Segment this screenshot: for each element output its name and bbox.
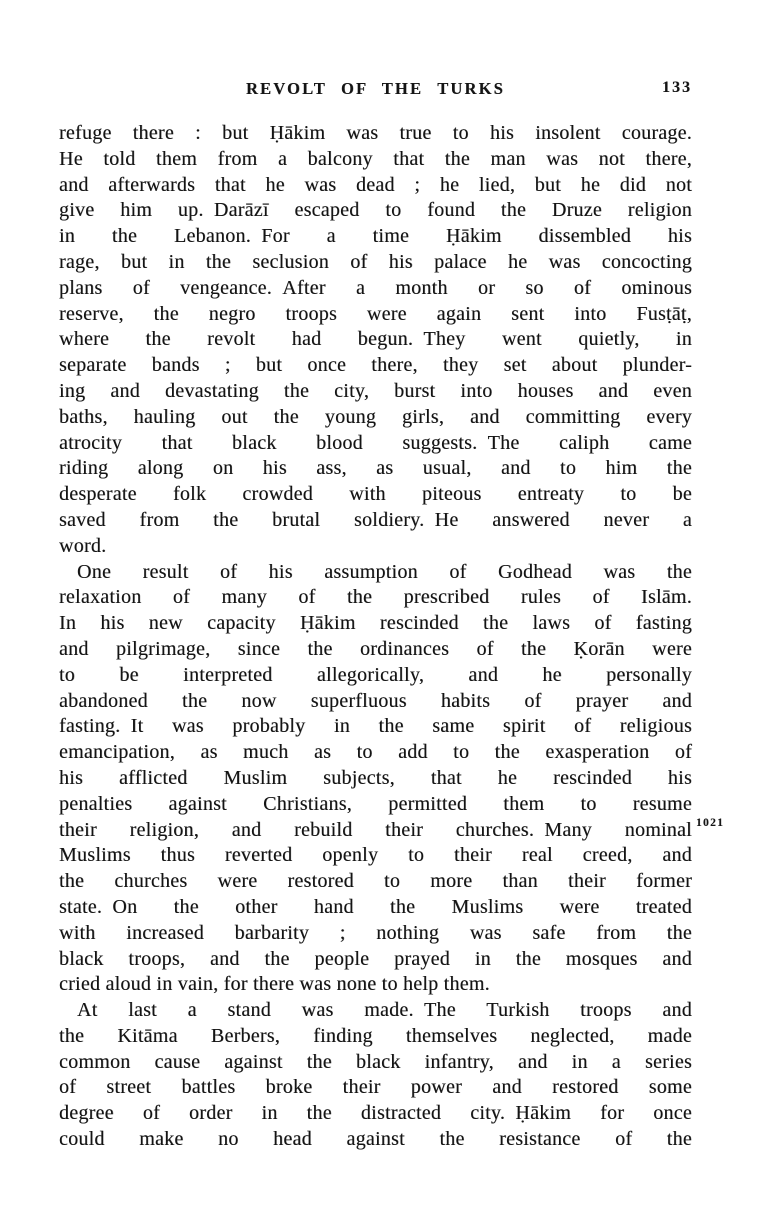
body-line: fasting. It was probably in the same spirit of religious (59, 715, 692, 738)
body-line: black troops, and the people prayed in the mosques and (59, 947, 692, 970)
body-line: He told them from a balcony that the man was not there, (59, 147, 692, 170)
body-line: abandoned the now superfluous habits of prayer and (59, 689, 692, 712)
page-body (59, 121, 692, 1153)
body-line: his afflicted Muslim subjects, that he rescinded his (59, 766, 692, 789)
page-number: 133 (662, 79, 692, 96)
body-line: relaxation of many of the prescribed rules of Islām. (59, 586, 692, 609)
body-line: the churches were restored to more than their former (59, 870, 692, 893)
body-line: emancipation, as much as to add to the exasperation of (59, 741, 692, 764)
body-line: of street battles broke their power and restored some (59, 1076, 692, 1099)
page-header-title: REVOLT OF THE TURKS (245, 79, 506, 98)
body-line: At last a stand was made. The Turkish troops and (77, 999, 692, 1022)
body-line: common cause against the black infantry, and in a series (59, 1050, 692, 1073)
body-line: One result of his assumption of Godhead was the (77, 560, 692, 583)
body-line: in the Lebanon. For a time Ḥākim dissembled his (59, 225, 692, 248)
body-line: to be interpreted allegorically, and he personally (59, 663, 692, 686)
body-line: ing and devastating the city, burst into houses and even (59, 379, 692, 402)
body-line: saved from the brutal soldiery. He answered never a (59, 508, 692, 531)
body-line: In his new capacity Ḥākim rescinded the laws of fasting (59, 612, 692, 635)
running-header (59, 79, 692, 101)
body-line: separate bands ; but once there, they set about plunder- (59, 354, 692, 377)
body-line: the Kitāma Berbers, finding themselves neglected, made (59, 1024, 692, 1047)
body-line: baths, hauling out the young girls, and committing every (59, 405, 692, 428)
body-line: atrocity that black blood suggests. The caliph came (59, 431, 692, 454)
body-line: give him up. Darāzī escaped to found the Druze religion (59, 199, 692, 222)
body-line: Muslims thus reverted openly to their real creed, and (59, 844, 692, 867)
body-line: with increased barbarity ; nothing was safe from the (59, 921, 692, 944)
body-line: plans of vengeance. After a month or so of ominous (59, 276, 692, 299)
body-line: state. On the other hand the Muslims were treated (59, 895, 692, 918)
body-line: degree of order in the distracted city. Ḥākim for once (59, 1102, 692, 1125)
body-line: where the revolt had begun. They went quietly, in (59, 328, 692, 351)
body-line: their religion, and rebuild their churches. Many nominal (59, 818, 692, 841)
body-line: word. (59, 534, 107, 557)
body-line: could make no head against the resistance of the (59, 1128, 692, 1151)
body-line: cried aloud in vain, for there was none to help them. (59, 973, 490, 996)
body-line: and pilgrimage, since the ordinances of the Ḳorān were (59, 637, 692, 660)
body-line: and afterwards that he was dead ; he lied, but he did not (59, 173, 692, 196)
body-line: penalties against Christians, permitted them to resume (59, 792, 692, 815)
body-line: riding along on his ass, as usual, and to him the (59, 457, 692, 480)
body-line: reserve, the negro troops were again sent into Fusṭāṭ, (59, 302, 692, 325)
body-line: desperate folk crowded with piteous entreaty to be (59, 483, 692, 506)
body-line: rage, but in the seclusion of his palace he was concocting (59, 250, 692, 273)
body-line: refuge there : but Ḥākim was true to his insolent courage. (59, 122, 692, 144)
margin-note-year: 1021 (696, 817, 725, 829)
